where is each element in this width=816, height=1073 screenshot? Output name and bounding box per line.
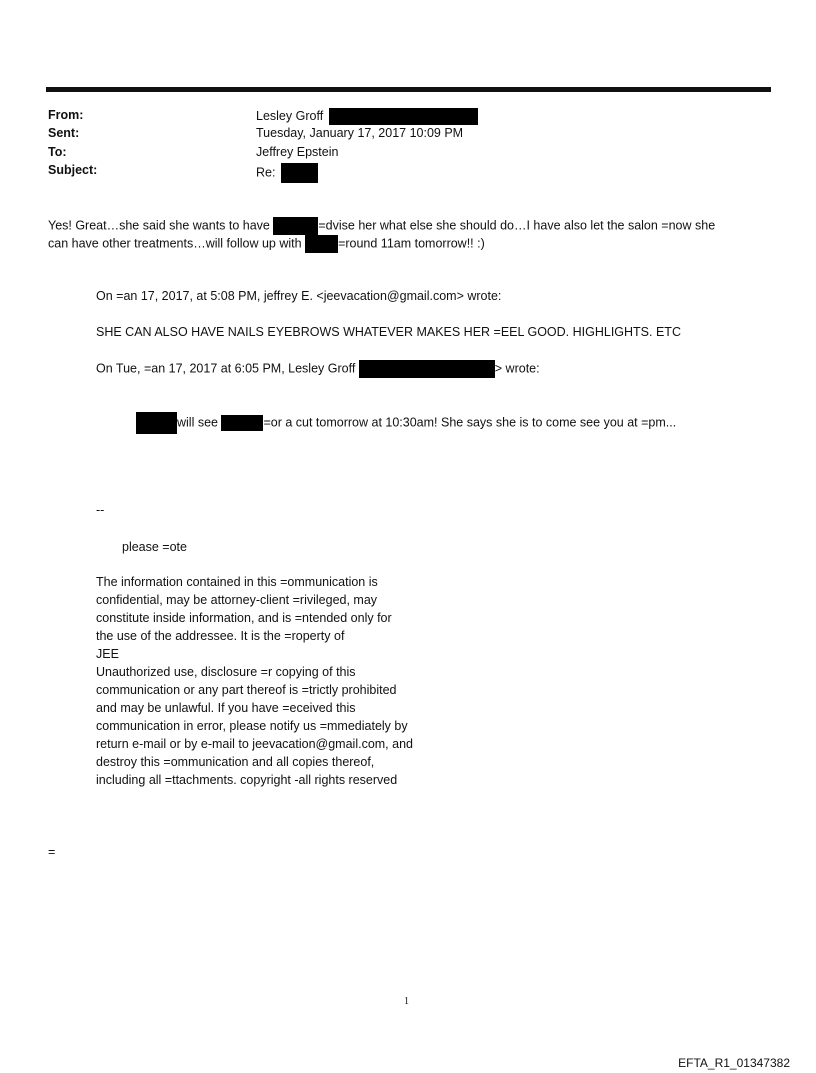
subject-value xyxy=(256,163,318,183)
disclaimer-line: and may be unlawful. If you have =eceived this xyxy=(96,701,356,715)
attribution-text: > wrote: xyxy=(494,361,540,376)
quoted-message xyxy=(136,412,676,434)
disclaimer-line: the use of the addressee. It is the =roperty of xyxy=(96,629,345,643)
signature-dashes: -- xyxy=(96,503,105,517)
body-text: Yes! Great…she said she wants to have xyxy=(48,218,274,233)
header-rule xyxy=(46,87,771,92)
quoted-message: SHE CAN ALSO HAVE NAILS EYEBROWS WHATEVER MAKES HER =EEL GOOD. HIGHLIGHTS. ETC xyxy=(96,325,681,339)
redaction-box xyxy=(359,360,495,378)
redaction-box xyxy=(281,163,318,183)
body-text: =dvise her what else she should do…I have also let the salon =now she xyxy=(318,218,716,233)
sent-label: Sent: xyxy=(48,126,80,140)
attribution-text: On Tue, =an 17, 2017 at 6:05 PM, Lesley Groff xyxy=(96,361,359,376)
disclaimer-line: including all =ttachments. copyright -all rights reserved xyxy=(96,773,398,787)
sent-value: Tuesday, January 17, 2017 10:09 PM xyxy=(256,126,464,140)
to-label: To: xyxy=(48,145,67,159)
redaction-box xyxy=(221,415,263,431)
disclaimer-line: communication or any part thereof is =trictly prohibited xyxy=(96,683,397,697)
disclaimer-line: communication in error, please notify us =mmediately by xyxy=(96,719,408,733)
disclaimer-line: confidential, may be attorney-client =rivileged, may xyxy=(96,593,378,607)
message-text: will see xyxy=(177,415,222,430)
disclaimer-line: destroy this =ommunication and all copies thereof, xyxy=(96,755,375,769)
redaction-box xyxy=(305,235,338,253)
redaction-box xyxy=(329,108,478,125)
redaction-box xyxy=(273,217,318,235)
quote-attribution xyxy=(96,360,540,378)
document-id: EFTA_R1_01347382 xyxy=(678,1056,790,1070)
from-value xyxy=(256,108,478,125)
body-text: can have other treatments…will follow up with xyxy=(48,236,306,251)
trailer-mark: = xyxy=(48,845,56,859)
message-text: =or a cut tomorrow at 10:30am! She says she is to come see you at =pm... xyxy=(263,415,677,430)
subject-text: Re: xyxy=(256,165,276,180)
quote-attribution: On =an 17, 2017, at 5:08 PM, jeffrey E. <jeevacation@gmail.com> wrote: xyxy=(96,289,502,303)
disclaimer-line: JEE xyxy=(96,647,119,661)
body-line xyxy=(48,217,715,235)
body-line xyxy=(48,235,485,253)
disclaimer-line: Unauthorized use, disclosure =r copying of this xyxy=(96,665,356,679)
disclaimer-line: return e-mail or by e-mail to jeevacation@gmail.com, and xyxy=(96,737,413,751)
disclaimer-line: constitute inside information, and is =ntended only for xyxy=(96,611,392,625)
please-note: please =ote xyxy=(122,540,187,554)
subject-label: Subject: xyxy=(48,163,98,177)
page-number: 1 xyxy=(404,996,409,1007)
body-text: =round 11am tomorrow!! :) xyxy=(338,236,485,251)
from-name: Lesley Groff xyxy=(256,108,324,123)
to-value: Jeffrey Epstein xyxy=(256,145,339,159)
from-label: From: xyxy=(48,108,84,122)
disclaimer-line: The information contained in this =ommunication is xyxy=(96,575,378,589)
redaction-box xyxy=(136,412,177,434)
